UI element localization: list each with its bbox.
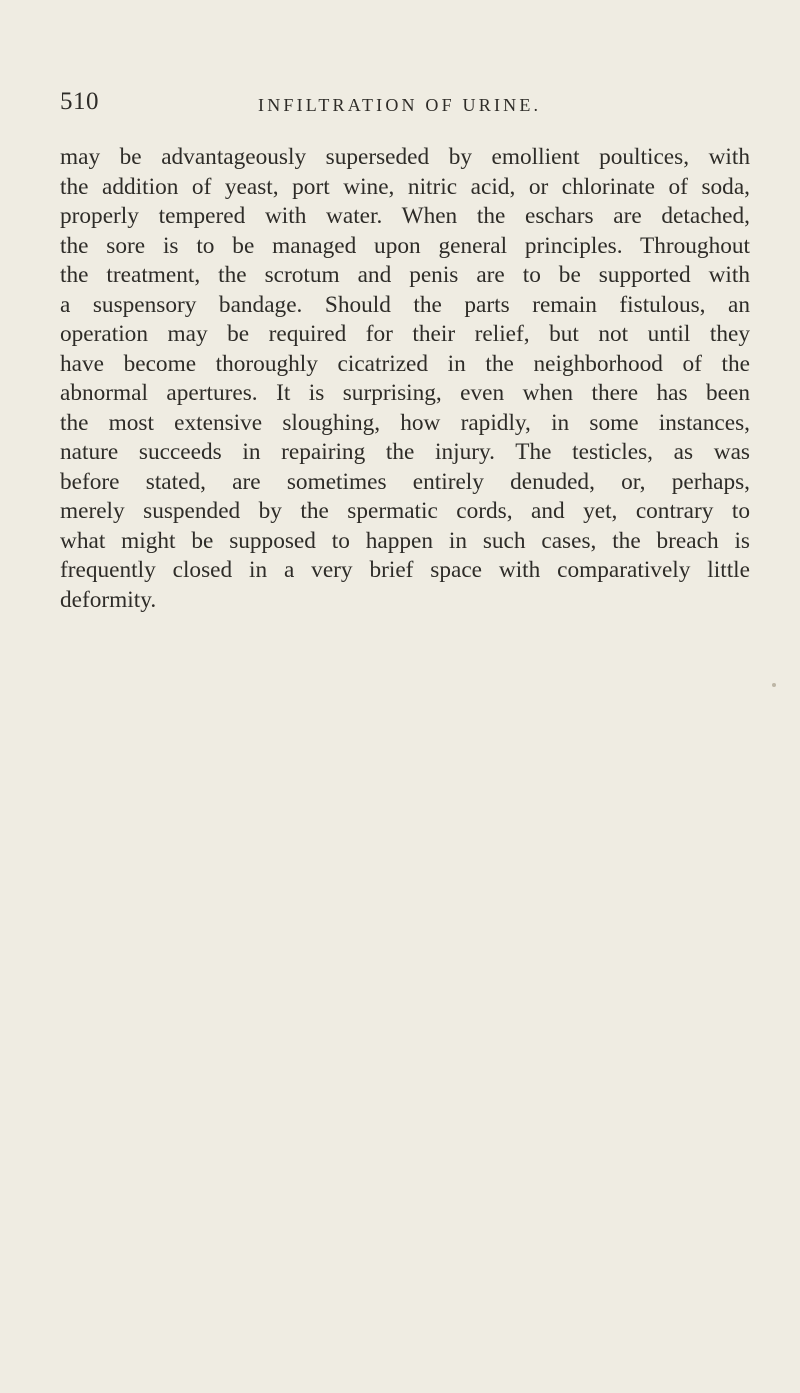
body-paragraph	[60, 143, 750, 615]
text-line: a suspensory bandage. Should the parts remain fistulous, an	[60, 291, 750, 318]
text-line: properly tempered with water. When the eschars are detached,	[60, 203, 750, 229]
text-line: operation may be required for their relief, but not until they	[60, 321, 750, 347]
running-title: INFILTRATION OF URINE.	[258, 95, 542, 115]
text-line: the addition of yeast, port wine, nitric acid, or chlorinate of soda,	[60, 173, 750, 200]
running-head	[60, 88, 750, 124]
paper-speck	[772, 683, 776, 687]
text-line: deformity.	[60, 586, 157, 613]
text-line: abnormal apertures. It is surprising, even when there has been	[60, 380, 750, 406]
text-line: the sore is to be managed upon general principles. Throughout	[60, 232, 750, 259]
text-line: have become thoroughly cicatrized in the neighborhood of the	[60, 350, 750, 377]
text-line: merely suspended by the spermatic cords, and yet, contrary to	[60, 498, 750, 524]
text-line: the treatment, the scrotum and penis are to be supported with	[60, 262, 750, 288]
text-line: may be advantageously superseded by emollient poultices, with	[60, 144, 750, 170]
text-line: what might be supposed to happen in such cases, the breach is	[60, 527, 750, 554]
text-line: frequently closed in a very brief space with comparatively little	[60, 557, 750, 583]
page-number: 510	[60, 88, 99, 115]
text-line: the most extensive sloughing, how rapidly, in some instances,	[60, 409, 750, 436]
text-line: before stated, are sometimes entirely denuded, or, perhaps,	[60, 468, 750, 495]
text-line: nature succeeds in repairing the injury. The testicles, as was	[60, 439, 750, 465]
